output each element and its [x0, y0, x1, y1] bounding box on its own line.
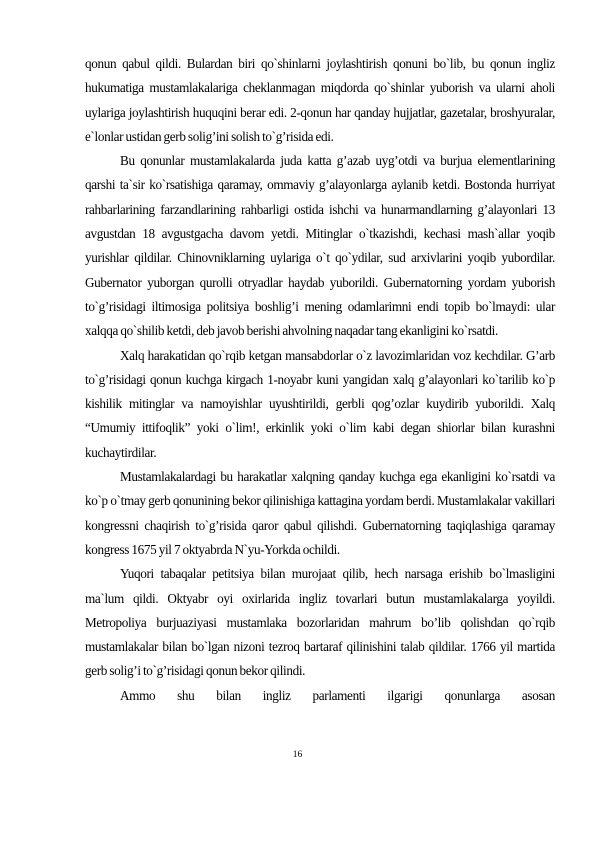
document-body — [85, 52, 555, 708]
paragraph-6: Ammo shu bilan ingliz parlamenti ilgarigi qonunlarga asosan — [120, 687, 555, 703]
paragraph-1: qonun qabul qildi. Bulardan biri qo`shinlarni joylashtirish qonuni bo`lib, bu qonun ingliz hukumatiga mustamlakalariga cheklanmagan miqdorda qo`shinlar yuborish va ularni aholi uylariga joylashtirish huquqini berar edi. 2-qonun har qanday hujjatlar, gazetalar, broshyuralar, e`lonlar ustidan gerb solig’ini solish to`g’risida edi. — [85, 56, 555, 144]
paragraph-5: Yuqori tabaqalar petitsiya bilan murojaat qilib, hech narsaga erishib bo`lmasligini ma`lum qildi. Oktyabr oyi oxirlarida ingliz tovarlari butun mustamlakalarga yoyildi. Metropoliya burjuaziyasi mustamlaka bozorlaridan mahrum bo’lib qolishdan qo`rqib mustamlakalar bilan bo`lgan nizoni tezroq bartaraf qilinishini talab qildilar. 1766 yil martida gerb solig’i to`g’risidagi qonun bekor qilindi. — [85, 566, 555, 679]
paragraph-3: Xalq harakatidan qo`rqib ketgan mansabdorlar o`z lavozimlaridan voz kechdilar. G’arb to`g’risidagi qonun kuchga kirgach 1-noyabr kuni yangidan xalq g’alayonlari ko`tarilib ko`p kishilik mitinglar va namoyishlar uyushtirildi, gerbli qog’ozlar kuydirib yuborildi. Xalq “Umumiy ittifoqlik” yoki o`lim!, erkinlik yoki o`lim kabi degan shiorlar bilan kurashni kuchaytirdilar. — [85, 347, 555, 460]
paragraph-4: Mustamlakalardagi bu harakatlar xalqning qanday kuchga ega ekanligini ko`rsatdi va ko`p o`tmay gerb qonunining bekor qilinishiga kattagina yordam berdi. Mustamlakalar vakillari kongressni chaqirish to`g’risida qaror qabul qilishdi. Gubernatorning taqiqlashiga qaramay kongress 1675 yil 7 oktyabrda N`yu-Yorkda ochildi. — [85, 469, 555, 557]
page-number: 16 — [292, 750, 303, 760]
paragraph-2: Bu qonunlar mustamlakalarda juda katta g’azab uyg’otdi va burjua elementlarining qarshi ta`sir ko`rsatishiga qaramay, ommaviy g’alayonlarga aylanib ketdi. Bostonda hurriyat rahbarlarining farzandlarining rahbarligi ostida ishchi va hunarmandlarning g’alayonlari 13 avgustdan 18 avgustgacha davom yetdi. Mitinglar o`tkazishdi, kechasi mash`allar yoqib yurishlar qildilar. Chinovniklarning uylariga o`t qo`ydilar, sud arxivlarini yoqib yubordilar. Gubernator yuborgan qurolli otryadlar haydab yuborildi. Gubernatorning yordam yuborish to`g’risidagi iltimosiga politsiya boshlig’i mening odamlarimni endi topib bo`lmaydi: ular xalqqa qo`shilib ketdi, deb javob berishi ahvolning naqadar tang ekanligini ko`rsatdi. — [85, 153, 555, 339]
